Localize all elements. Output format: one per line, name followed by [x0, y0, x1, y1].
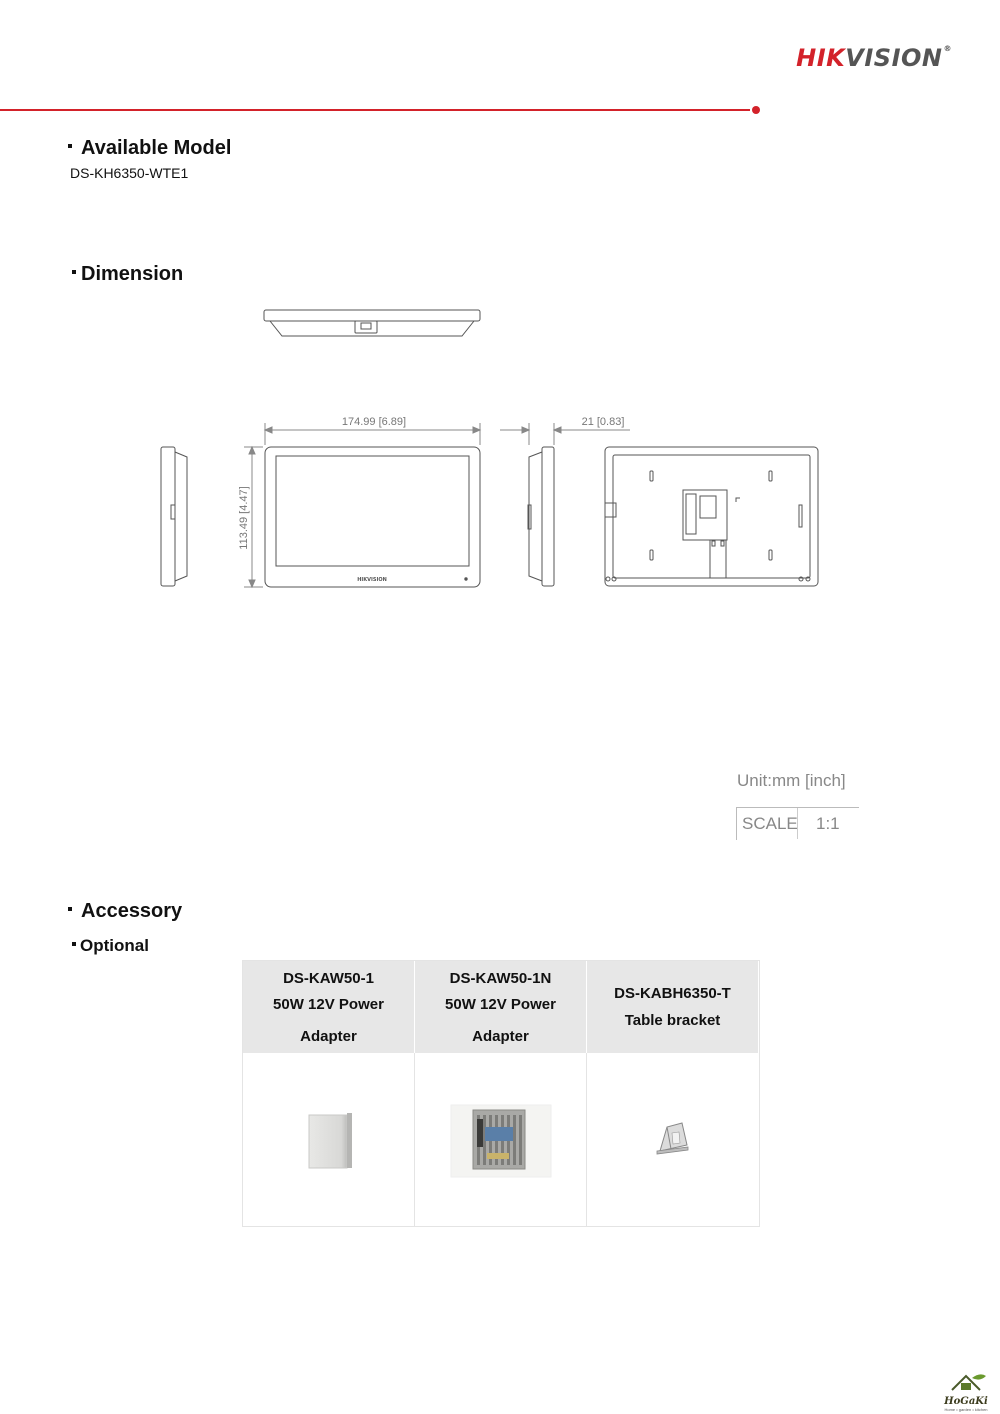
- dimension-drawing: [0, 0, 1000, 640]
- accessory-model: DS-KAW50-1N: [449, 969, 552, 987]
- house-leaf-icon: [938, 1370, 994, 1392]
- accessory-item: [587, 961, 758, 1226]
- scale-label: SCALE: [742, 814, 798, 833]
- table-bracket-image: [587, 1053, 758, 1226]
- scale-value: 1:1: [816, 814, 840, 833]
- bullet-icon: [68, 907, 72, 911]
- hogaki-watermark: [938, 1370, 994, 1412]
- accessory-item: [243, 961, 414, 1226]
- accessory-heading: Accessory: [68, 900, 182, 923]
- bullet-icon: [72, 942, 76, 946]
- accessory-header: [415, 961, 586, 1053]
- right-side-view: [528, 447, 554, 586]
- accessory-table: [242, 960, 760, 1227]
- back-view: [605, 447, 818, 586]
- accessory-header: [587, 961, 758, 1053]
- accessory-item: [415, 961, 586, 1226]
- accessory-description: 50W 12V Power: [273, 995, 384, 1013]
- front-view: [265, 447, 480, 587]
- accessory-model: DS-KABH6350-T: [614, 985, 731, 1002]
- accessory-image-cell: [415, 1053, 586, 1226]
- unit-label: Unit:mm [inch]: [737, 771, 846, 790]
- available-model-heading: Available Model: [68, 137, 231, 160]
- accessory-model: DS-KAW50-1: [283, 969, 374, 987]
- left-side-view: [161, 447, 187, 586]
- accessory-description: Adapter: [300, 1027, 357, 1045]
- watermark-text: HoGaKi: [944, 1396, 988, 1407]
- optional-subheading: Optional: [72, 936, 149, 956]
- accessory-description: 50W 12V Power: [445, 995, 556, 1013]
- top-view: [264, 310, 480, 336]
- accessory-image-cell: [587, 1053, 758, 1226]
- power-adapter-box-image: [243, 1053, 414, 1226]
- width-dimension-label: 174.99 [6.89]: [341, 416, 407, 428]
- watermark-tagline: Home • garden • kitchen: [944, 1407, 988, 1412]
- front-panel-logo: HIKVISION: [357, 577, 387, 583]
- hikvision-logo: HIKVISION®: [796, 44, 952, 72]
- accessory-description: Adapter: [472, 1027, 529, 1045]
- height-dimension-label: 113.49 [4.47]: [238, 486, 250, 550]
- accessory-image-cell: [243, 1053, 414, 1226]
- accessory-description: Table bracket: [624, 1012, 721, 1029]
- depth-dimension-label: 21 [0.83]: [581, 416, 625, 428]
- dimension-heading: Dimension: [72, 263, 183, 286]
- accessory-header: [243, 961, 414, 1053]
- open-frame-power-supply-image: [415, 1053, 586, 1226]
- model-number: DS-KH6350-WTE1: [70, 165, 189, 181]
